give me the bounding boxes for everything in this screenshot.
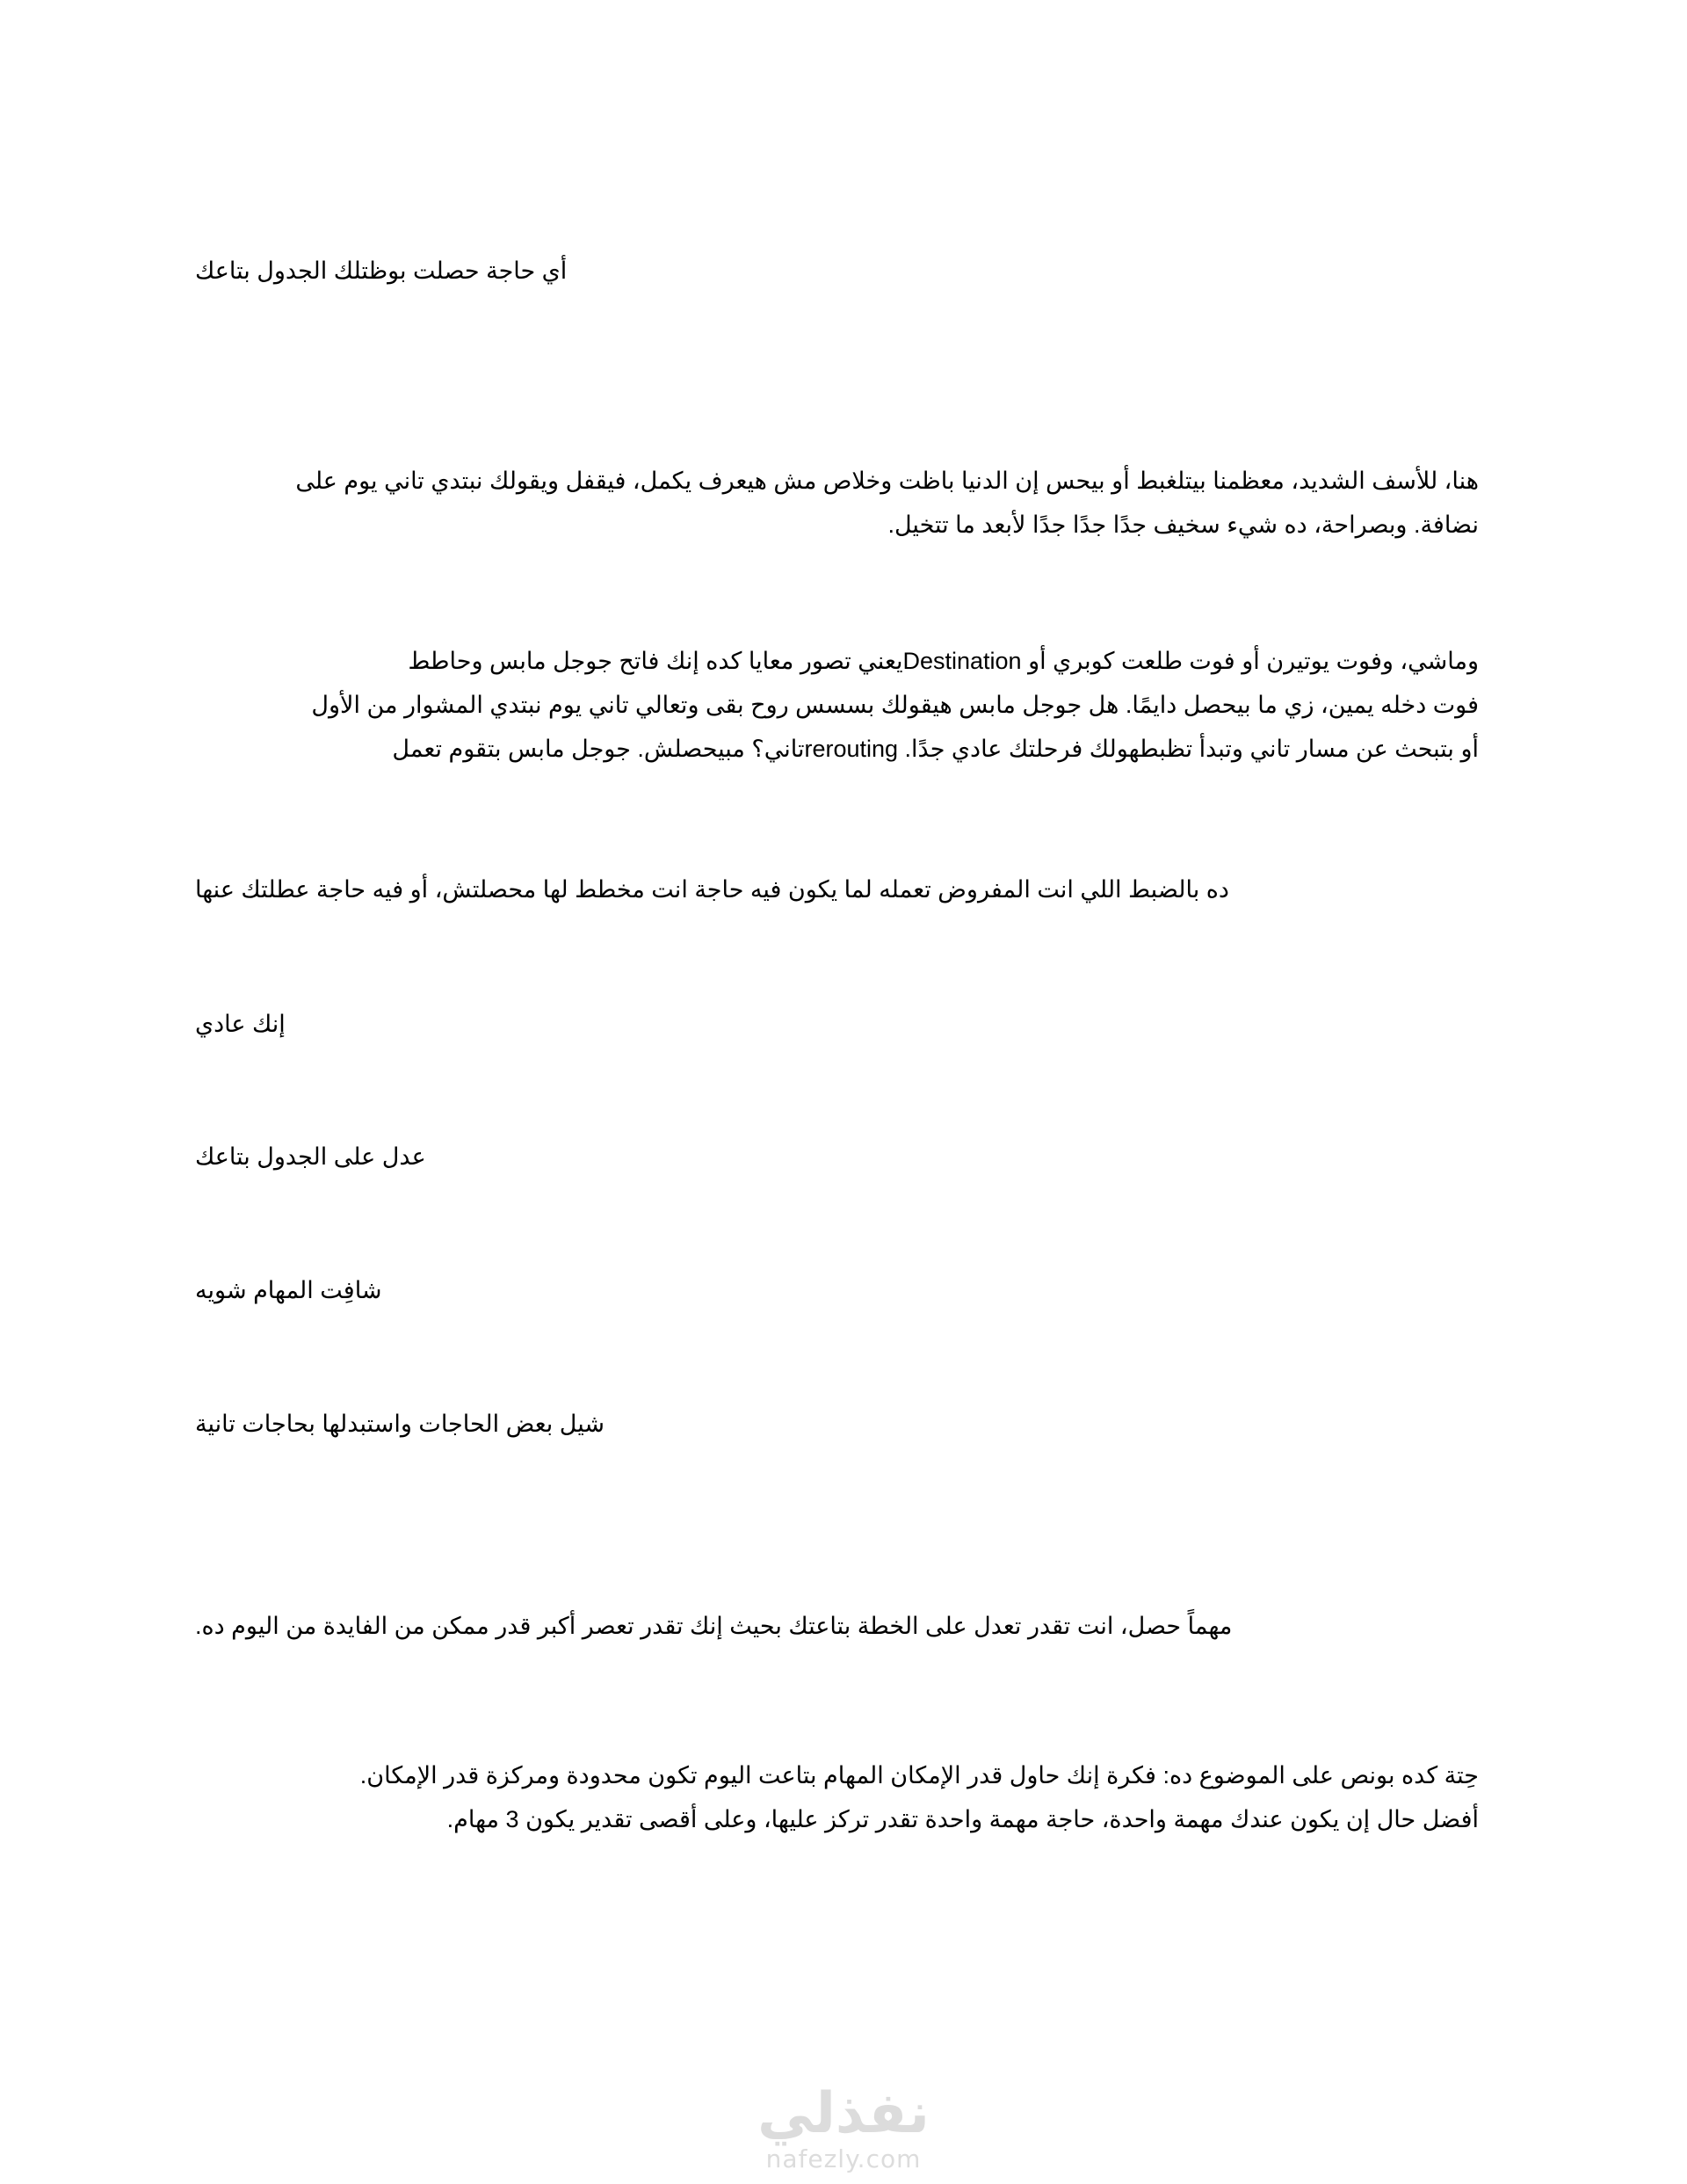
paragraph-intro-line-2: نضافة. وبصراحة، ده شيء سخيف جدًا جدًا جدًا لأبعد ما تتخيل. [887,512,1479,538]
list-item: عدل على الجدول بتاعك [195,1143,426,1170]
paragraph-google-maps-line-1: وماشي، وفوت يوتيرن أو فوت طلعت كوبري أو Destinationيعني تصور معايا كده إنك فاتح جوجل مابس وحاطط [408,648,1479,674]
watermark-domain: nafezly.com [765,2144,922,2173]
paragraph-intro [187,459,1479,547]
paragraph-conclusion: مهماً حصل، انت تقدر تعدل على الخطة بتاعتك بحيث إنك تقدر تعصر أكبر قدر ممكن من الفايدة من اليوم ده. [195,1613,1233,1639]
nafezly-watermark [720,2083,967,2174]
list-item: شيل بعض الحاجات واستبدلها بحاجات تانية [195,1411,605,1437]
heading: أي حاجة حصلت بوظتلك الجدول بتاعك [195,258,568,284]
paragraph-what-to-do: ده بالضبط اللي انت المفروض تعمله لما يكون فيه حاجة انت مخطط لها محصلتش، أو فيه حاجة عطلتك عنها [195,876,1229,903]
paragraph-bonus [187,1753,1479,1841]
paragraph-bonus-line-1: حِتة كده بونص على الموضوع ده: فكرة إنك حاول قدر الإمكان المهام بتاعت اليوم تكون محدودة ومركزة قدر الإمكان. [359,1762,1479,1789]
list-item: شافِت المهام شويه [195,1277,382,1303]
watermark-logo-arabic: نفذلي [757,2081,930,2146]
paragraph-google-maps [187,639,1479,771]
paragraph-intro-line-1: هنا، للأسف الشديد، معظمنا بيتلغبط أو بيحس إن الدنيا باظت وخلاص مش هيعرف يكمل، فيقفل ويقولك نبتدي تاني يوم على [295,468,1479,494]
paragraph-google-maps-line-2: فوت دخله يمين، زي ما بيحصل دايمًا. هل جوجل مابس هيقولك بسسس روح بقى وتعالي تاني يوم نبتدي المشوار من الأول [311,692,1479,718]
list-item: إنك عادي [195,1011,286,1037]
paragraph-bonus-line-2: أفضل حال إن يكون عندك مهمة واحدة، حاجة مهمة واحدة تقدر تركز عليها، وعلى أقصى تقدير يكون 3 مهام. [446,1806,1479,1832]
paragraph-google-maps-line-3: أو بتبحث عن مسار تاني وتبدأ تظبطهولك فرحلتك عادي جدًا. reroutingتاني؟ مبيحصلش. جوجل مابس بتقوم تعمل [392,736,1479,762]
